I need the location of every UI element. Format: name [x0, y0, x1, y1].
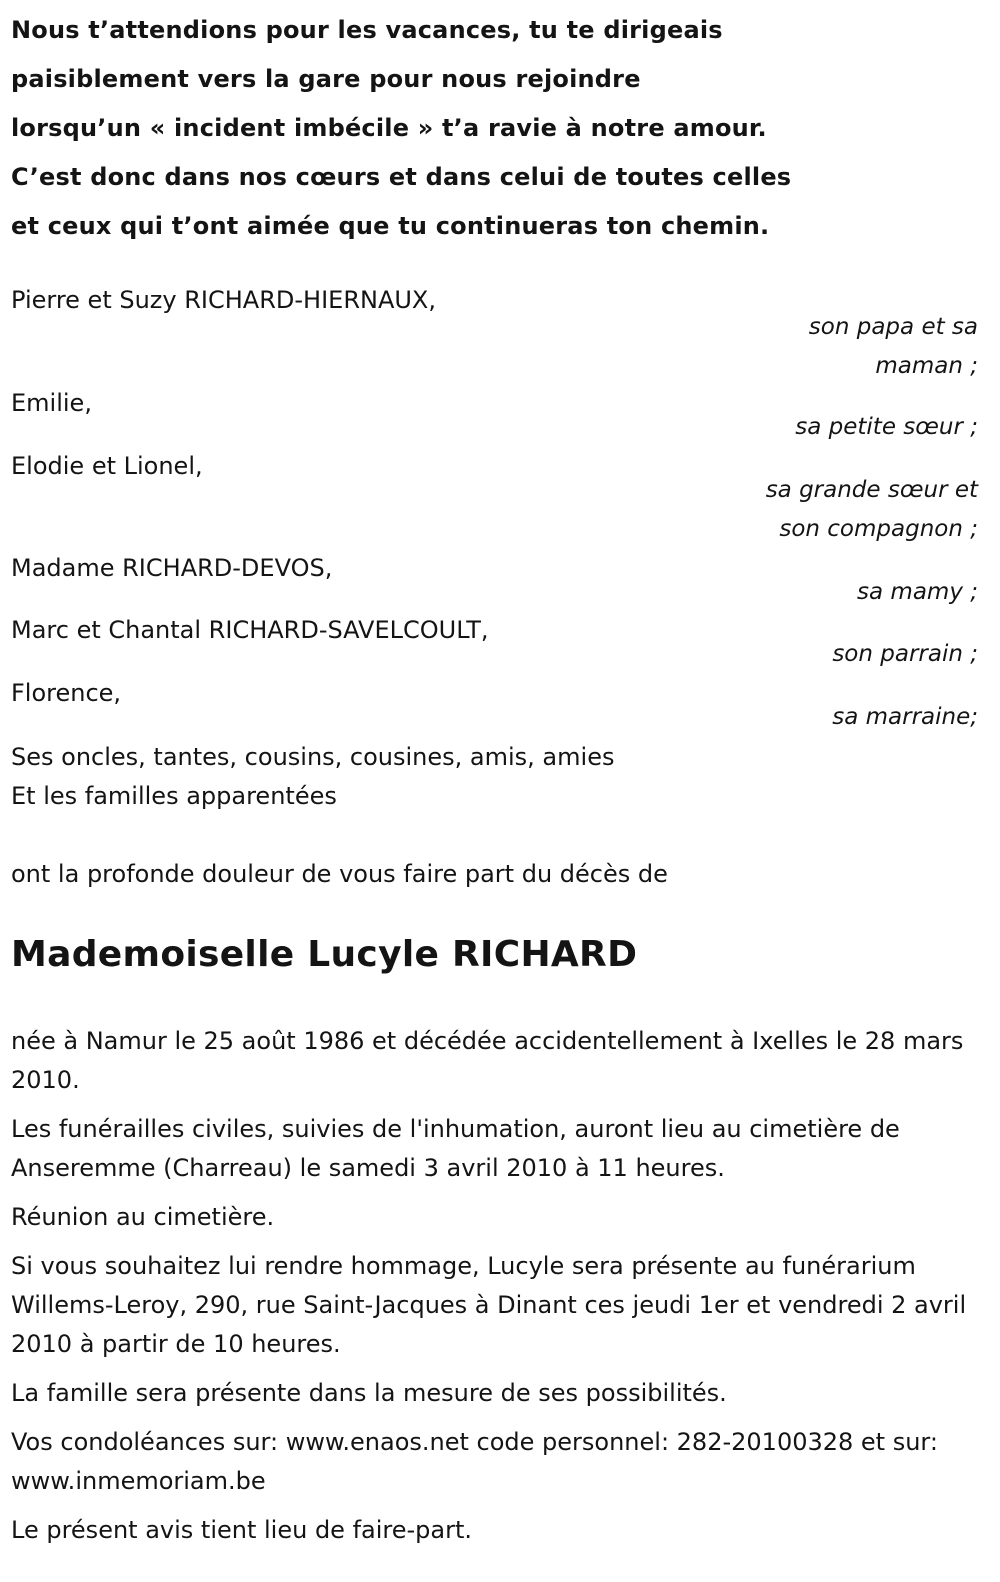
poem-line: lorsqu’un « incident imbécile » t’a ravie à notre amour.	[11, 114, 767, 142]
extended-family-line: Et les familles apparentées	[11, 782, 337, 810]
family-name: Madame RICHARD-DEVOS,	[11, 554, 333, 582]
poem-line: et ceux qui t’ont aimée que tu continueras ton chemin.	[11, 212, 770, 240]
family-relation: son parrain ;	[832, 641, 978, 667]
family-relation: sa petite sœur ;	[795, 414, 978, 440]
family-entry-grandmother	[11, 551, 986, 612]
family-relation: sa mamy ;	[857, 579, 978, 605]
announcement-text: ont la profonde douleur de vous faire part du décès de	[11, 860, 668, 888]
extended-family	[11, 738, 614, 816]
family-relation: son papa et sa maman ;	[808, 314, 978, 379]
poem-block	[11, 6, 986, 251]
family-entry-godfather	[11, 613, 986, 674]
condolences-info: Vos condoléances sur: www.enaos.net code personnel: 282-20100328 et sur: www.inmemoriam.be	[11, 1428, 938, 1495]
family-name: Emilie,	[11, 389, 92, 417]
family-presence-info: La famille sera présente dans la mesure de ses possibilités.	[11, 1379, 727, 1407]
family-entry-godmother	[11, 676, 986, 737]
details-block	[11, 1022, 986, 1560]
family-relation: sa marraine;	[832, 704, 978, 730]
deceased-name: Mademoiselle Lucyle RICHARD	[11, 934, 638, 975]
family-name: Pierre et Suzy RICHARD-HIERNAUX,	[11, 286, 437, 314]
poem-line: paisiblement vers la gare pour nous rejoindre	[11, 65, 641, 93]
family-relation: sa grande sœur et son compagnon ;	[765, 477, 978, 542]
family-name: Marc et Chantal RICHARD-SAVELCOULT,	[11, 616, 489, 644]
family-name: Florence,	[11, 679, 122, 707]
meeting-info: Réunion au cimetière.	[11, 1203, 275, 1231]
funerarium-info: Si vous souhaitez lui rendre hommage, Lucyle sera présente au funérarium Willems-Leroy, 290, rue Saint-Jacques à Dinant ces jeudi 1er et vendredi 2 avril 2010 à partir de 10 heures.	[11, 1252, 967, 1358]
family-entry-older-sister	[11, 449, 986, 549]
extended-family-line: Ses oncles, tantes, cousins, cousines, amis, amies	[11, 743, 615, 771]
poem-line: C’est donc dans nos cœurs et dans celui de toutes celles	[11, 163, 792, 191]
notice-info: Le présent avis tient lieu de faire-part.	[11, 1516, 473, 1544]
birth-death-info: née à Namur le 25 août 1986 et décédée accidentellement à Ixelles le 28 mars 2010.	[11, 1027, 964, 1094]
funeral-info: Les funérailles civiles, suivies de l'inhumation, auront lieu au cimetière de Anseremme (Charreau) le samedi 3 avril 2010 à 11 heures.	[11, 1115, 900, 1182]
family-entry-sister	[11, 386, 986, 447]
family-entry-parents	[11, 283, 986, 386]
family-name: Elodie et Lionel,	[11, 452, 203, 480]
poem-line: Nous t’attendions pour les vacances, tu te dirigeais	[11, 16, 723, 44]
